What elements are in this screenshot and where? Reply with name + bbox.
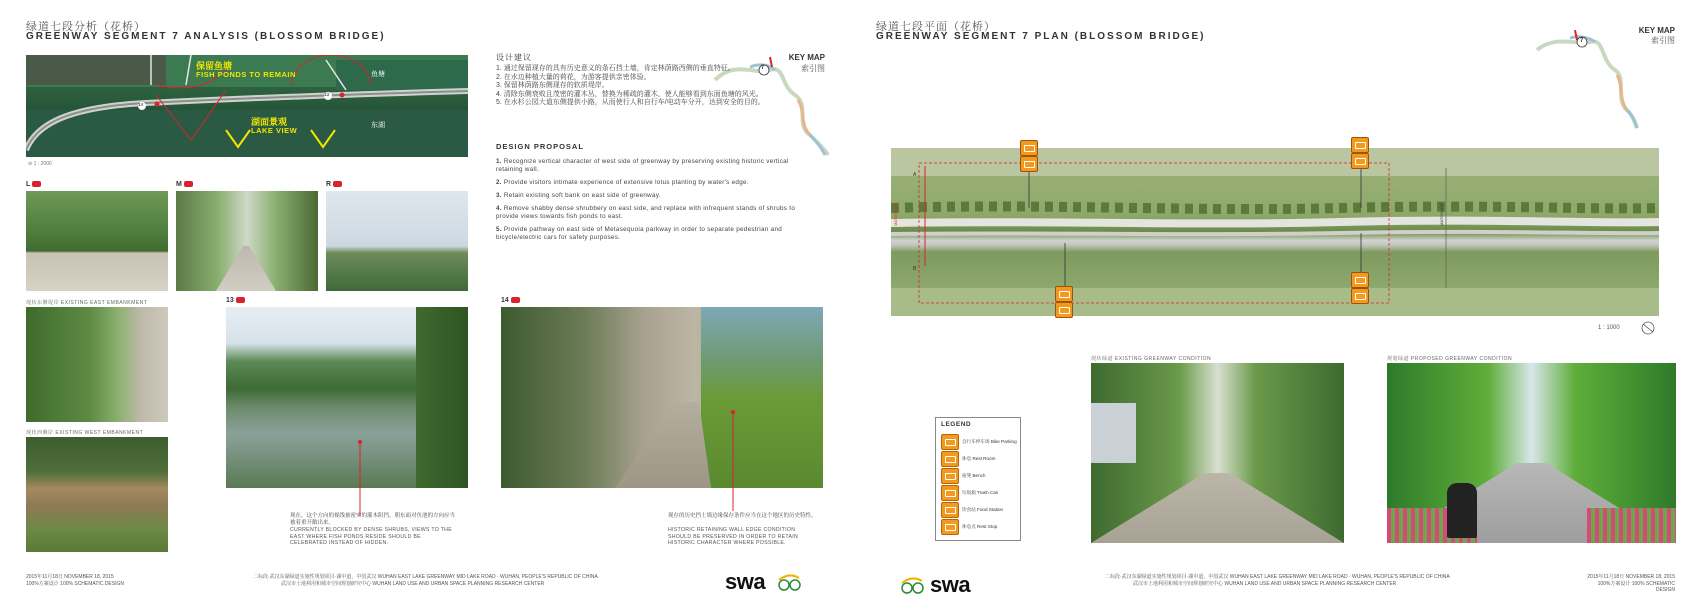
plan-bench-icon: [1351, 137, 1369, 153]
photo-tag-l-text: L: [26, 181, 31, 188]
photo-tag-r: [326, 181, 342, 188]
design-en-title: DESIGN PROPOSAL: [496, 142, 584, 151]
label-existing-east: 现状东侧堤岸 EXISTING EAST EMBANKMENT: [26, 300, 148, 306]
design-en-text: Remove shabby dense shrubbery on east side, and replace with infrequent stands of shrubs to provide views towards fish ponds to east.: [496, 205, 796, 220]
photo-l: [26, 191, 168, 291]
plan-legend: [935, 417, 1021, 541]
right-footer-center1: 二标段·武汉东湖绿道实施性规划项目·湖中道，中国武汉 WUHAN EAST LAKE GREENWAY MID LAKE ROAD · WUHAN, PEOPLE'S REPUBLIC OF CHINA: [1105, 574, 1450, 580]
label-existing-greenway: 现状绿道 EXISTING GREENWAY CONDITION: [1091, 356, 1212, 362]
left-footer-date: 2015年11月18日 NOVEMBER 18, 2015: [26, 574, 114, 580]
design-en-num: 5.: [496, 226, 502, 233]
design-cn-item: 3. 保留林荫路东侧现存的软质堤岸。: [496, 82, 609, 89]
camera-icon: [511, 297, 520, 303]
design-en-num: 1.: [496, 158, 502, 165]
photo-tag-14: [501, 297, 520, 304]
legend-label: 休息 Rest Room: [962, 456, 996, 461]
aerial-scale: [28, 161, 52, 167]
design-en-text: Provide visitors intimate experience of extensive lotus planting by water's edge.: [503, 179, 749, 186]
left-keymap-number: 7: [761, 65, 765, 71]
design-en-item: [496, 158, 816, 174]
label-proposed-greenway: 规划绿道 PROPOSED GREENWAY CONDITION: [1387, 356, 1513, 362]
north-arrow-icon: [1640, 320, 1656, 336]
legend-item-rest-room: [941, 451, 995, 467]
design-proposal-cn: [496, 52, 816, 108]
rest-stop-icon: [941, 519, 959, 535]
caption-13-cn: 现在，这个方向的视线被密实的灌木阻挡，朝东面对鱼池的方向应当被着重开敞出来。: [290, 513, 456, 526]
right-footer-center2: 武汉市土地利用和城市空间规划研究中心 WUHAN LAND USE AND URBAN SPACE PLANNING RESEARCH CENTER: [1133, 581, 1397, 587]
section-b: B: [913, 266, 917, 272]
rest-room-icon: [941, 451, 959, 467]
design-cn-item: 5. 在水杉公园大道东侧提供小路，从而使行人和自行车/电动车分开，达到安全的目的。: [496, 99, 765, 106]
marker-14: 14: [138, 102, 144, 107]
right-swa-logo: swa: [930, 572, 971, 597]
design-proposal-en: [496, 142, 816, 247]
marker-13: 13: [324, 92, 330, 97]
camera-icon: [236, 297, 245, 303]
photo-14-water: [701, 307, 823, 488]
plan-bike-parking-icon: [1351, 272, 1369, 288]
left-footer-center2: 武汉市土地利用和城市空间规划研究中心 WUHAN LAND USE AND URBAN SPACE PLANNING RESEARCH CENTER: [281, 581, 545, 587]
food-station-icon: [941, 502, 959, 518]
camera-icon: [333, 181, 342, 187]
north-icon: ⊘: [28, 161, 33, 167]
photo-existing-west: [26, 437, 168, 552]
legend-item-rest-stop: [941, 519, 997, 535]
photo-proposed-cyclist: [1447, 483, 1477, 538]
photo-existing-path: [1091, 473, 1344, 543]
photo-proposed-greenway: [1387, 363, 1676, 543]
bench-icon: [941, 468, 959, 484]
legend-item-bike-parking: [941, 434, 1017, 450]
label-yutang: 鱼塘: [371, 71, 385, 78]
legend-item-trash-can: [941, 485, 998, 501]
photo-tag-l: [26, 181, 41, 188]
plan-bench-icon: [1351, 288, 1369, 304]
photo-14-path: [591, 402, 711, 488]
greenway-logo-icon: [777, 572, 801, 592]
photo-tag-13-text: 13: [226, 297, 234, 304]
design-en-num: 2.: [496, 179, 502, 186]
design-en-item: [496, 205, 816, 221]
caption-14-en: HISTORIC RETAINING WALL EDGE CONDITION SHOULD BE PRESERVED IN ORDER TO RETAIN HISTORIC CHARACTER WHERE POSSIBLE.: [668, 527, 799, 546]
photo-13: [226, 307, 468, 488]
label-existing-west: 现状西侧岸 EXISTING WEST EMBANKMENT: [26, 430, 144, 436]
label-lake-view-cn: 湖面景观: [251, 117, 288, 127]
legend-item-food-station: [941, 502, 1003, 518]
legend-item-bench: [941, 468, 986, 484]
plan-matchline-left: MATCHLINE: [893, 203, 898, 226]
legend-label: 饮食站 Food Station: [962, 507, 1004, 512]
photo-proposed-flowers-right: [1587, 508, 1676, 543]
design-en-item: [496, 226, 816, 242]
photo-tag-m-text: M: [176, 181, 182, 188]
legend-title: LEGEND: [941, 421, 972, 428]
plan-scale: 1 : 1000: [1598, 325, 1620, 331]
caption-13-en: CURRENTLY BLOCKED BY DENSE SHRUBS, VIEWS TO THE EAST WHERE FISH PONDS RESIDE SHOULD BE CELEBRATED INSTEAD OF HIDDEN.: [290, 527, 452, 546]
left-keymap-title: KEY MAP: [788, 53, 825, 62]
left-swa-logo: swa: [725, 569, 766, 594]
right-keymap-number: 7: [1580, 38, 1584, 44]
photo-existing-building: [1091, 403, 1136, 463]
label-fish-ponds-en: FISH PONDS TO REMAIN: [196, 70, 296, 79]
camera-icon: [32, 181, 41, 187]
design-en-text: Provide pathway on east side of Metasequoia parkway in order to separate pedestrian and bicycle/electric cars for safety purposes.: [496, 226, 783, 241]
design-en-text: Recognize vertical character of west side of greenway by preserving existing historic vertical retaining wall.: [496, 158, 789, 173]
label-lake-view-en: LAKE VIEW: [251, 126, 298, 135]
design-en-text: Retain existing soft bank on east side of greenway.: [503, 192, 661, 199]
legend-label: 休息点 Rest Stop: [962, 524, 998, 529]
plan-bike-parking-icon: [1020, 140, 1038, 156]
plan-matchline-right: MATCHLINE: [1439, 203, 1444, 226]
bike-parking-icon: [941, 434, 959, 450]
plan-rest-stop-icon: [1055, 302, 1073, 318]
right-title-cn: 绿道七段平面（花桥）: [876, 21, 996, 33]
design-en-num: 3.: [496, 192, 502, 199]
right-footer-phase: 100%方案设计 100% SCHEMATIC DESIGN: [1597, 581, 1675, 593]
section-a: A: [913, 172, 917, 178]
photo-tag-r-text: R: [326, 181, 332, 188]
right-title-en: GREENWAY SEGMENT 7 PLAN (BLOSSOM BRIDGE): [876, 31, 1206, 42]
design-cn-item: 4. 清除东侧衰败且茂密的灌木丛，替换为稀疏的灌木，使人能够看到东面鱼塘的风光。: [496, 90, 763, 98]
caption-14-cn: 现存的历史挡土墙边缘保存条件应当在这个地区的历史特性。: [668, 513, 817, 519]
camera-icon: [184, 181, 193, 187]
left-footer-center1: 二标段·武汉东湖绿道实施性规划项目·湖中道，中国武汉 WUHAN EAST LAKE GREENWAY MID LAKE ROAD · WUHAN, PEOPLE'S REPUBLIC OF CHINA: [253, 574, 598, 580]
design-en-item: [496, 192, 816, 200]
right-footer-date: 2015年11月18日 NOVEMBER 18, 2015: [1587, 574, 1675, 580]
right-keymap-icon: [1535, 30, 1640, 130]
trash-can-icon: [941, 485, 959, 501]
photo-tag-14-text: 14: [501, 297, 509, 304]
left-footer-phase: 100%方案设计 100% SCHEMATIC DESIGN: [26, 581, 124, 587]
photo-r: [326, 191, 468, 291]
plan-graphic: [891, 148, 1659, 316]
plan-food-station-icon: [1055, 286, 1073, 302]
plan-drawing: [891, 148, 1659, 316]
plan-trash-can-icon: [1351, 153, 1369, 169]
design-cn-item: 1. 通过保留现存的具有历史意义的条石挡土墙，肯定林荫路西侧的垂直特征。: [496, 65, 735, 72]
aerial-map: [26, 55, 468, 157]
photo-existing-greenway: [1091, 363, 1344, 543]
legend-label: 垃圾箱 Trash Can: [962, 490, 999, 495]
plan-rest-room-icon: [1020, 156, 1038, 172]
greenway-logo-icon: [900, 575, 924, 595]
photo-existing-east: [26, 307, 168, 422]
photo-m: [176, 191, 318, 291]
label-donghu: 东湖: [371, 122, 385, 129]
left-keymap-sub: 索引图: [801, 64, 825, 73]
left-title-cn: 绿道七段分析（花桥）: [26, 21, 146, 33]
aerial-scale-text: 1 : 2000: [33, 161, 52, 167]
legend-label: 座凳 Bench: [962, 473, 986, 478]
photo-tag-13: [226, 297, 245, 304]
photo-13-trees: [416, 307, 468, 488]
label-fish-ponds-cn: 保留鱼塘: [196, 61, 233, 71]
design-en-num: 4.: [496, 205, 502, 212]
right-keymap-title: KEY MAP: [1638, 26, 1675, 35]
photo-tag-m: [176, 181, 193, 188]
photo-m-path: [216, 246, 276, 291]
design-cn-title: 设计建议: [496, 53, 532, 62]
callout-line-14: [728, 408, 738, 513]
callout-line-13: [355, 438, 365, 518]
left-title-en: GREENWAY SEGMENT 7 ANALYSIS (BLOSSOM BRIDGE): [26, 31, 386, 42]
right-keymap-sub: 索引图: [1651, 36, 1675, 45]
legend-label: 自行车停车场 Bike Parking: [962, 439, 1017, 444]
photo-14: [501, 307, 823, 488]
design-cn-item: 2. 在水边种植大量的荷花，为游客提供亲密体验。: [496, 73, 651, 81]
design-en-item: [496, 179, 816, 187]
